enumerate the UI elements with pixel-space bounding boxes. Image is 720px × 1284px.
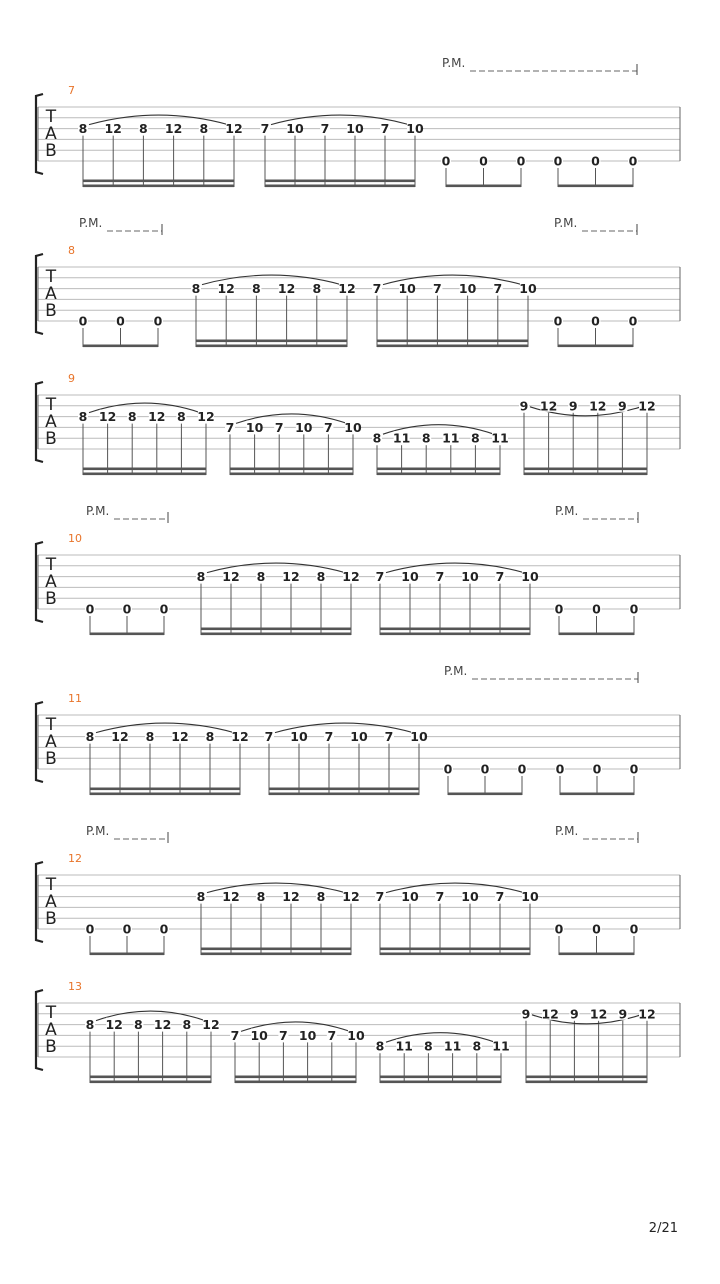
beam	[377, 340, 528, 343]
fret-number: 7	[433, 281, 442, 297]
fret-number: 8	[78, 409, 88, 425]
tab-clef-t: T	[45, 875, 57, 895]
fret-number: 7	[260, 121, 270, 137]
fret-number: 0	[479, 153, 488, 169]
fret-number: 8	[256, 889, 266, 905]
fret-number: 10	[245, 419, 264, 435]
fret-number: 7	[380, 121, 390, 137]
beam	[201, 948, 351, 951]
beam	[446, 185, 521, 188]
system-bracket	[36, 862, 43, 942]
beam	[558, 345, 633, 348]
system-bracket	[36, 702, 43, 782]
beam	[201, 628, 351, 631]
fret-number: 12	[589, 1006, 608, 1022]
measure-number: 12	[68, 852, 82, 865]
fret-number: 7	[225, 419, 235, 435]
system-m8	[36, 216, 680, 347]
fret-number: 12	[148, 409, 166, 425]
fret-number: 8	[424, 1038, 433, 1054]
fret-number: 10	[290, 729, 308, 745]
system-bracket	[36, 382, 43, 462]
beam	[235, 1081, 356, 1084]
fret-number: 12	[225, 121, 243, 137]
fret-number: 7	[493, 281, 503, 297]
system-m10	[36, 504, 680, 635]
note-group	[441, 154, 526, 188]
fret-number: 10	[521, 569, 539, 585]
palm-mute-label: P.M.	[442, 56, 466, 70]
fret-number: 7	[495, 889, 505, 905]
note-group	[225, 414, 362, 475]
fret-number: 11	[443, 1038, 462, 1054]
palm-mute-label: P.M.	[86, 824, 110, 838]
beam	[230, 468, 353, 471]
fret-number: 0	[555, 761, 565, 777]
tab-clef-a: A	[45, 732, 57, 752]
beam	[196, 340, 347, 343]
note-group	[372, 275, 537, 347]
fret-number: 8	[472, 1038, 482, 1054]
palm-mute-marking	[555, 824, 638, 843]
fret-number: 0	[554, 601, 564, 617]
fret-number: 9	[521, 1006, 531, 1022]
note-group	[553, 314, 638, 348]
fret-number: 0	[629, 761, 639, 777]
note-group	[85, 1011, 220, 1083]
beam	[380, 1076, 501, 1079]
beam	[201, 953, 351, 956]
fret-number: 0	[516, 153, 526, 169]
beam	[201, 633, 351, 636]
fret-number: 12	[541, 1006, 559, 1022]
fret-number: 12	[539, 398, 558, 414]
fret-number: 0	[441, 153, 451, 169]
palm-mute-label: P.M.	[79, 216, 103, 230]
measure-number: 10	[68, 532, 82, 545]
fret-number: 8	[127, 409, 137, 425]
beam	[83, 180, 234, 183]
fret-number: 8	[256, 569, 266, 585]
fret-number: 12	[282, 889, 300, 905]
beam	[83, 185, 234, 188]
fret-number: 12	[222, 569, 240, 585]
fret-number: 12	[104, 121, 122, 137]
tab-clef-a: A	[45, 572, 57, 592]
fret-number: 9	[568, 398, 578, 414]
fret-number: 0	[591, 153, 600, 169]
beam	[380, 633, 530, 636]
fret-number: 7	[375, 569, 385, 585]
fret-number: 8	[134, 1017, 143, 1033]
fret-number: 10	[401, 569, 419, 585]
fret-number: 10	[347, 1027, 365, 1043]
fret-number: 10	[295, 419, 313, 435]
fret-number: 12	[197, 409, 215, 425]
fret-number: 11	[392, 430, 411, 446]
beam	[265, 185, 415, 188]
beam	[90, 953, 164, 956]
beam	[83, 345, 158, 348]
fret-number: 9	[618, 398, 627, 414]
beam	[90, 1081, 211, 1084]
tab-clef-b: B	[45, 589, 57, 609]
beam	[90, 633, 164, 636]
fret-number: 8	[145, 729, 155, 745]
fret-number: 9	[519, 398, 529, 414]
fret-number: 8	[182, 1017, 192, 1033]
fret-number: 12	[282, 569, 300, 585]
tab-clef-b: B	[45, 1037, 57, 1057]
palm-mute-marking	[442, 56, 637, 75]
fret-number: 0	[628, 153, 638, 169]
fret-number: 10	[286, 121, 304, 137]
system-m9	[36, 372, 680, 475]
note-group	[191, 275, 356, 347]
palm-mute-marking	[444, 664, 638, 683]
note-group	[78, 115, 243, 187]
system-bracket	[36, 542, 43, 622]
fret-number: 12	[342, 569, 360, 585]
fret-number: 7	[372, 281, 382, 297]
palm-mute-marking	[86, 824, 168, 843]
fret-number: 7	[375, 889, 385, 905]
fret-number: 0	[591, 313, 600, 329]
fret-number: 8	[85, 1017, 95, 1033]
note-group	[260, 115, 424, 187]
fret-number: 7	[327, 1027, 337, 1043]
palm-mute-marking	[554, 216, 637, 235]
fret-number: 11	[442, 430, 460, 446]
fret-number: 8	[78, 121, 88, 137]
note-group	[443, 762, 527, 796]
tab-clef-b: B	[45, 429, 57, 449]
beam	[90, 788, 240, 791]
fret-number: 10	[461, 889, 479, 905]
fret-number: 12	[164, 121, 183, 137]
beam	[380, 953, 530, 956]
fret-number: 0	[159, 601, 169, 617]
note-group	[196, 563, 360, 635]
fret-number: 8	[312, 281, 322, 297]
beam	[558, 185, 633, 188]
note-group	[85, 602, 169, 636]
fret-number: 0	[443, 761, 453, 777]
tab-clef-t: T	[45, 1003, 57, 1023]
beam	[83, 468, 206, 471]
note-group	[85, 922, 169, 956]
note-group	[78, 314, 163, 348]
system-bracket	[36, 990, 43, 1070]
tab-clef-t: T	[45, 267, 57, 287]
beam	[380, 948, 530, 951]
fret-number: 7	[495, 569, 505, 585]
measure-number: 7	[68, 84, 75, 97]
note-group	[555, 762, 639, 796]
note-group	[521, 1006, 656, 1083]
tab-clef-a: A	[45, 124, 57, 144]
fret-number: 0	[517, 761, 527, 777]
system-bracket	[36, 94, 43, 174]
fret-number: 0	[78, 313, 88, 329]
system-m13	[36, 980, 680, 1083]
fret-number: 8	[85, 729, 95, 745]
fret-number: 0	[480, 761, 490, 777]
tab-clef-b: B	[45, 909, 57, 929]
beam	[380, 628, 530, 631]
fret-number: 12	[338, 281, 356, 297]
fret-number: 0	[592, 761, 602, 777]
fret-number: 12	[342, 889, 360, 905]
fret-number: 10	[406, 121, 424, 137]
palm-mute-label: P.M.	[444, 664, 468, 678]
fret-number: 0	[554, 921, 564, 937]
note-group	[554, 922, 639, 956]
fret-number: 12	[98, 409, 117, 425]
fret-number: 0	[122, 921, 132, 937]
fret-number: 8	[196, 569, 206, 585]
fret-number: 8	[205, 729, 215, 745]
beam	[83, 473, 206, 476]
fret-number: 8	[316, 889, 326, 905]
fret-number: 10	[344, 419, 362, 435]
fret-number: 0	[153, 313, 163, 329]
beam	[559, 953, 634, 956]
note-group	[264, 723, 428, 795]
fret-number: 0	[592, 921, 601, 937]
beam	[380, 1081, 501, 1084]
fret-number: 8	[316, 569, 326, 585]
beam	[230, 473, 353, 476]
note-group	[375, 883, 539, 955]
fret-number: 8	[177, 409, 186, 425]
beam	[265, 180, 415, 183]
tab-clef-a: A	[45, 892, 57, 912]
beam	[90, 1076, 211, 1079]
fret-number: 10	[398, 281, 416, 297]
fret-number: 12	[153, 1017, 172, 1033]
fret-number: 7	[230, 1027, 240, 1043]
palm-mute-marking	[555, 504, 638, 523]
fret-number: 0	[553, 313, 563, 329]
system-m11	[36, 664, 680, 795]
beam	[235, 1076, 356, 1079]
fret-number: 0	[629, 921, 639, 937]
fret-number: 12	[231, 729, 249, 745]
beam	[526, 1076, 647, 1079]
fret-number: 10	[298, 1027, 317, 1043]
note-group	[372, 425, 509, 475]
beam	[196, 345, 347, 348]
tab-clef-t: T	[45, 107, 57, 127]
note-group	[230, 1022, 365, 1083]
beam	[559, 633, 634, 636]
note-group	[553, 154, 638, 188]
fret-number: 7	[324, 729, 334, 745]
measure-number: 11	[68, 692, 82, 705]
beam	[526, 1081, 647, 1084]
note-group	[375, 1033, 510, 1083]
beam	[377, 473, 500, 476]
fret-number: 12	[277, 281, 296, 297]
beam	[377, 345, 528, 348]
fret-number: 10	[410, 729, 428, 745]
fret-number: 7	[384, 729, 394, 745]
fret-number: 10	[346, 121, 364, 137]
fret-number: 0	[116, 313, 125, 329]
fret-number: 7	[320, 121, 330, 137]
fret-number: 12	[589, 398, 607, 414]
fret-number: 0	[159, 921, 169, 937]
palm-mute-label: P.M.	[555, 824, 579, 838]
fret-number: 0	[85, 601, 95, 617]
beam	[269, 788, 419, 791]
fret-number: 11	[492, 1038, 510, 1054]
palm-mute-marking	[86, 504, 168, 523]
note-group	[375, 563, 539, 635]
fret-number: 12	[171, 729, 189, 745]
tab-clef-b: B	[45, 141, 57, 161]
system-m7	[36, 56, 680, 187]
fret-number: 10	[458, 281, 477, 297]
note-group	[196, 883, 360, 955]
fret-number: 7	[274, 419, 284, 435]
fret-number: 10	[250, 1027, 268, 1043]
fret-number: 7	[279, 1027, 288, 1043]
tab-clef-t: T	[45, 395, 57, 415]
beam	[448, 793, 522, 796]
tab-clef-t: T	[45, 555, 57, 575]
fret-number: 12	[105, 1017, 123, 1033]
fret-number: 7	[435, 569, 445, 585]
fret-number: 8	[375, 1038, 385, 1054]
fret-number: 0	[629, 601, 639, 617]
tab-clef-b: B	[45, 301, 57, 321]
fret-number: 8	[421, 430, 431, 446]
fret-number: 0	[592, 601, 601, 617]
fret-number: 9	[618, 1006, 628, 1022]
measure-number: 9	[68, 372, 75, 385]
fret-number: 8	[139, 121, 148, 137]
fret-number: 7	[324, 419, 333, 435]
fret-number: 11	[395, 1038, 413, 1054]
system-bracket	[36, 254, 43, 334]
fret-number: 12	[111, 729, 129, 745]
beam	[90, 793, 240, 796]
note-group	[78, 403, 215, 475]
fret-number: 10	[521, 889, 539, 905]
beam	[524, 468, 647, 471]
fret-number: 0	[122, 601, 132, 617]
fret-number: 10	[350, 729, 368, 745]
measure-number: 13	[68, 980, 82, 993]
system-m12	[36, 824, 680, 955]
fret-number: 0	[553, 153, 563, 169]
measure-number: 8	[68, 244, 75, 257]
beam	[377, 468, 500, 471]
fret-number: 12	[638, 398, 656, 414]
palm-mute-marking	[79, 216, 162, 235]
beam	[560, 793, 634, 796]
note-group	[85, 723, 249, 795]
fret-number: 8	[471, 430, 480, 446]
fret-number: 12	[638, 1006, 656, 1022]
beam	[269, 793, 419, 796]
fret-number: 10	[519, 281, 537, 297]
tab-clef-a: A	[45, 412, 57, 432]
page-number: 2/21	[648, 1221, 678, 1236]
fret-number: 8	[252, 281, 261, 297]
palm-mute-label: P.M.	[86, 504, 110, 518]
tab-clef-a: A	[45, 1020, 57, 1040]
fret-number: 8	[196, 889, 206, 905]
note-group	[519, 398, 656, 475]
palm-mute-label: P.M.	[555, 504, 579, 518]
fret-number: 12	[222, 889, 240, 905]
fret-number: 11	[491, 430, 509, 446]
tab-clef-t: T	[45, 715, 57, 735]
note-group	[554, 602, 639, 636]
fret-number: 8	[199, 121, 209, 137]
fret-number: 8	[372, 430, 382, 446]
fret-number: 12	[217, 281, 235, 297]
beam	[524, 473, 647, 476]
fret-number: 10	[401, 889, 419, 905]
palm-mute-label: P.M.	[554, 216, 578, 230]
fret-number: 8	[191, 281, 201, 297]
tab-clef-a: A	[45, 284, 57, 304]
fret-number: 0	[85, 921, 95, 937]
fret-number: 10	[461, 569, 479, 585]
fret-number: 9	[570, 1006, 579, 1022]
fret-number: 12	[202, 1017, 220, 1033]
fret-number: 0	[628, 313, 638, 329]
fret-number: 7	[264, 729, 274, 745]
fret-number: 7	[435, 889, 445, 905]
tab-clef-b: B	[45, 749, 57, 769]
